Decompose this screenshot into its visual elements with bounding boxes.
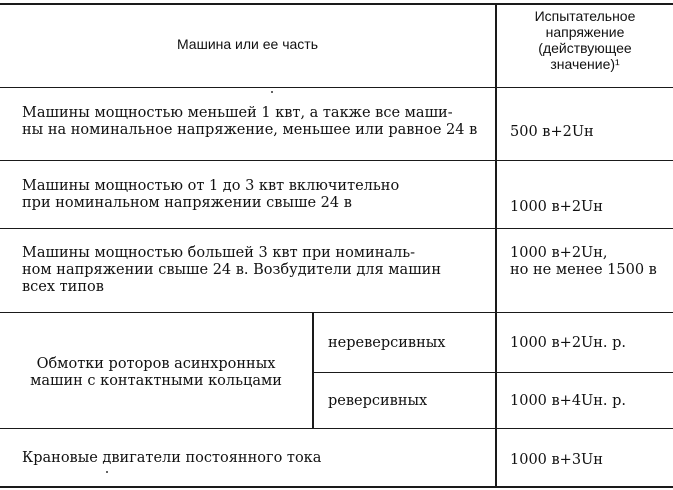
row1-bottom-rule	[0, 160, 673, 161]
row1-description	[22, 105, 486, 139]
row5-description	[22, 450, 321, 467]
row3-voltage-line: но не менее 1500 в	[510, 262, 657, 278]
row4-sub2-voltage-text: 1000 в+4Uн. р.	[510, 393, 627, 409]
row1-line: Машины мощностью меньшей 1 квт, а также все маши-	[22, 105, 453, 121]
row2-bottom-rule	[0, 228, 673, 229]
row5-line: Крановые двигатели постоянного тока	[22, 450, 322, 466]
row3-bottom-rule	[0, 312, 673, 313]
row1-voltage-text: 500 в+2Uн	[510, 124, 594, 140]
row4-sub1-label	[328, 335, 445, 352]
header-test-voltage-line: Испытательное	[534, 8, 636, 24]
row2-voltage	[510, 199, 603, 216]
row2-line: при номинальном напряжении свыше 24 в	[22, 195, 352, 211]
row4-sub1-label-text: нереверсивных	[328, 335, 446, 351]
header-machine-part	[0, 36, 495, 52]
row4-description	[0, 356, 312, 390]
row4-line: Обмотки роторов асинхронных	[36, 356, 276, 372]
row2-voltage-text: 1000 в+2Uн	[510, 199, 603, 215]
row1-line: ны на номинальное напряжение, меньшее или равное 24 в	[22, 122, 478, 138]
main-column-divider	[495, 4, 497, 486]
table-top-rule	[0, 3, 673, 5]
row3-line: всех типов	[22, 279, 104, 295]
row2-description	[22, 178, 492, 212]
header-test-voltage-line: (действующее	[538, 40, 632, 56]
row5-voltage	[510, 452, 603, 469]
row4-line: машин с контактными кольцами	[30, 373, 282, 389]
row3-voltage	[510, 245, 657, 279]
header-bottom-rule	[0, 87, 673, 88]
row2-line: Машины мощностью от 1 до 3 квт включительно	[22, 178, 400, 194]
row4-sub2-voltage	[510, 393, 626, 410]
row4-sub2-label-text: реверсивных	[328, 393, 428, 409]
row4-mid-rule	[313, 372, 673, 373]
row4-sub1-voltage	[510, 335, 626, 352]
row3-description	[22, 245, 492, 296]
row3-voltage-line: 1000 в+2Uн,	[510, 245, 608, 261]
scan-speck	[106, 471, 108, 473]
header-test-voltage	[497, 8, 673, 72]
sub-column-divider	[312, 313, 314, 428]
row4-bottom-rule	[0, 428, 673, 429]
table-bottom-rule	[0, 486, 673, 488]
row5-voltage-text: 1000 в+3Uн	[510, 452, 603, 468]
row1-voltage	[510, 124, 594, 141]
scan-speck	[271, 91, 273, 93]
header-machine-part-text: Машина или ее часть	[176, 36, 318, 52]
row3-line: ном напряжении свыше 24 в. Возбудители для машин	[22, 262, 442, 278]
header-test-voltage-line: напряжение	[545, 24, 625, 40]
row3-line: Машины мощностью большей 3 квт при номиналь-	[22, 245, 416, 261]
row4-sub1-voltage-text: 1000 в+2Uн. р.	[510, 335, 627, 351]
row4-sub2-label	[328, 393, 427, 410]
header-test-voltage-line: значение)¹	[550, 56, 620, 72]
